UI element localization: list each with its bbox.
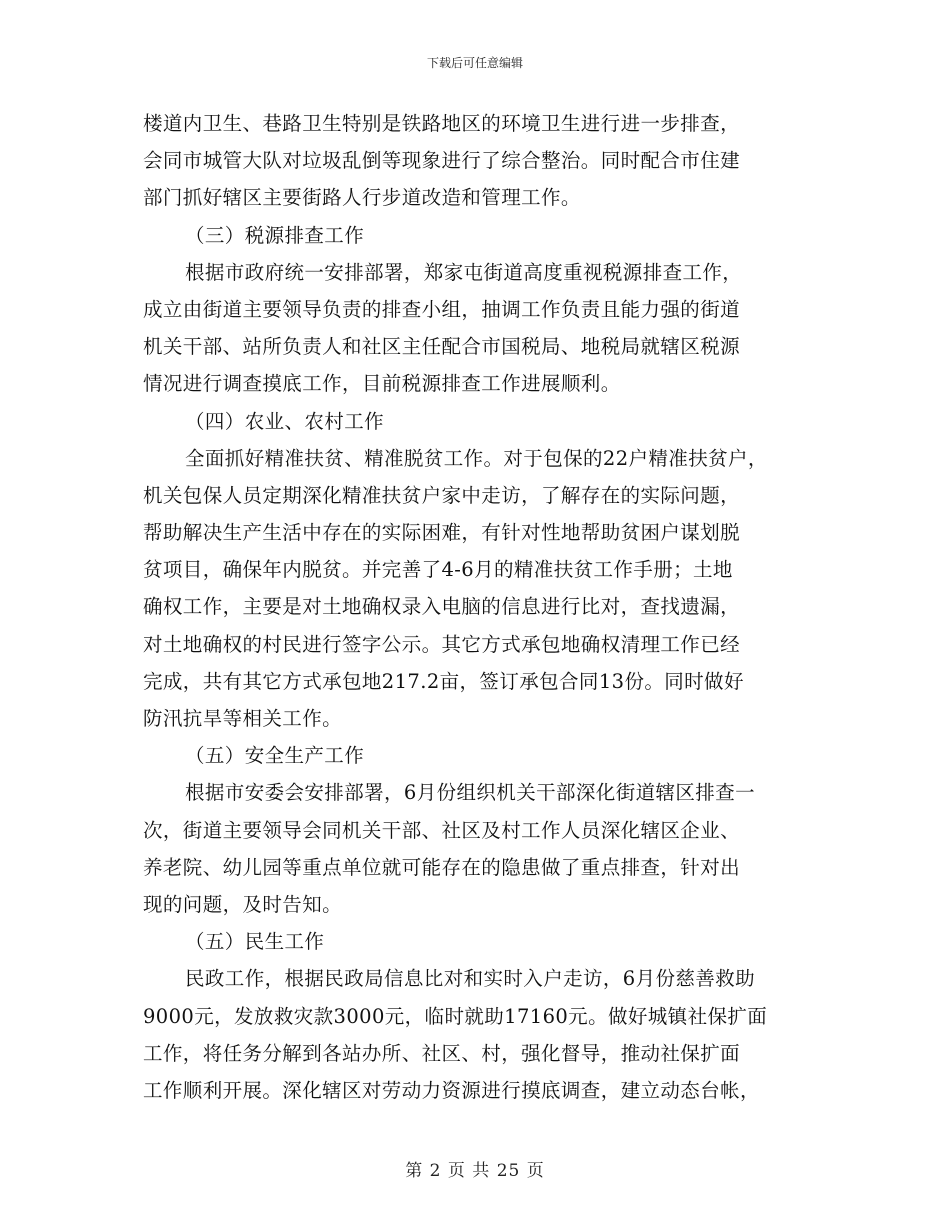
section-heading: （五）民生工作: [185, 930, 325, 954]
text-line: 机关包保人员定期深化精准扶贫户家中走访，了解存在的实际问题，: [143, 483, 741, 507]
text-line: 对土地确权的村民进行签字公示。其它方式承包地确权清理工作已经: [143, 632, 741, 656]
text-line: 情况进行调查摸底工作，目前税源排查工作进展顺利。: [143, 372, 621, 396]
text-line: 养老院、幼儿园等重点单位就可能存在的隐患做了重点排查，针对出: [143, 855, 741, 879]
text-line: 防汛抗旱等相关工作。: [143, 707, 343, 730]
text-line: 帮助解决生产生活中存在的实际困难，有针对性地帮助贫困户谋划脱: [143, 521, 741, 545]
text-line: 部门抓好辖区主要街路人行步道改造和管理工作。: [143, 186, 581, 210]
text-line: 现的问题，及时告知。: [143, 892, 343, 916]
page-footer: 第 2 页 共 25 页: [405, 1161, 545, 1181]
text-line: 民政工作，根据民政局信息比对和实时入户走访，6月份慈善救助: [185, 967, 756, 991]
text-line: 完成，共有其它方式承包地217.2亩，签订承包合同13份。同时做好: [143, 669, 744, 693]
text-line: 机关干部、站所负责人和社区主任配合市国税局、地税局就辖区税源: [143, 335, 741, 359]
section-heading: （三）税源排查工作: [185, 223, 365, 247]
text-line: 会同市城管大队对垃圾乱倒等现象进行了综合整治。同时配合市住建: [143, 149, 741, 173]
text-line: 工作，将任务分解到各站办所、社区、村，强化督导，推动社保扩面: [143, 1041, 741, 1065]
page-header: 下载后可任意编辑: [426, 56, 523, 70]
text-line: 工作顺利开展。深化辖区对劳动力资源进行摸底调查，建立动态台帐，: [143, 1078, 760, 1102]
section-heading: （五）安全生产工作: [185, 744, 365, 768]
text-line: 9000元，发放救灾款3000元，临时就助17160元。做好城镇社保扩面: [143, 1004, 768, 1028]
section-heading: （四）农业、农村工作: [185, 409, 385, 433]
text-line: 根据市安委会安排部署，6月份组织机关干部深化街道辖区排查一: [185, 781, 756, 805]
text-line: 楼道内卫生、巷路卫生特别是铁路地区的环境卫生进行进一步排查，: [143, 112, 741, 135]
text-line: 次，街道主要领导会同机关干部、社区及村工作人员深化辖区企业、: [143, 818, 741, 842]
text-line: 确权工作，主要是对土地确权录入电脑的信息进行比对，查找遗漏，: [143, 595, 741, 619]
text-line: 全面抓好精准扶贫、精准脱贫工作。对于包保的22户精准扶贫户，: [185, 446, 768, 470]
text-line: 根据市政府统一安排部署，郑家屯街道高度重视税源排查工作，: [185, 260, 743, 284]
text-line: 成立由街道主要领导负责的排查小组，抽调工作负责且能力强的街道: [143, 297, 741, 321]
document-body: [143, 105, 823, 1109]
text-line: 贫项目，确保年内脱贫。并完善了4-6月的精准扶贫工作手册；土地: [143, 558, 733, 582]
